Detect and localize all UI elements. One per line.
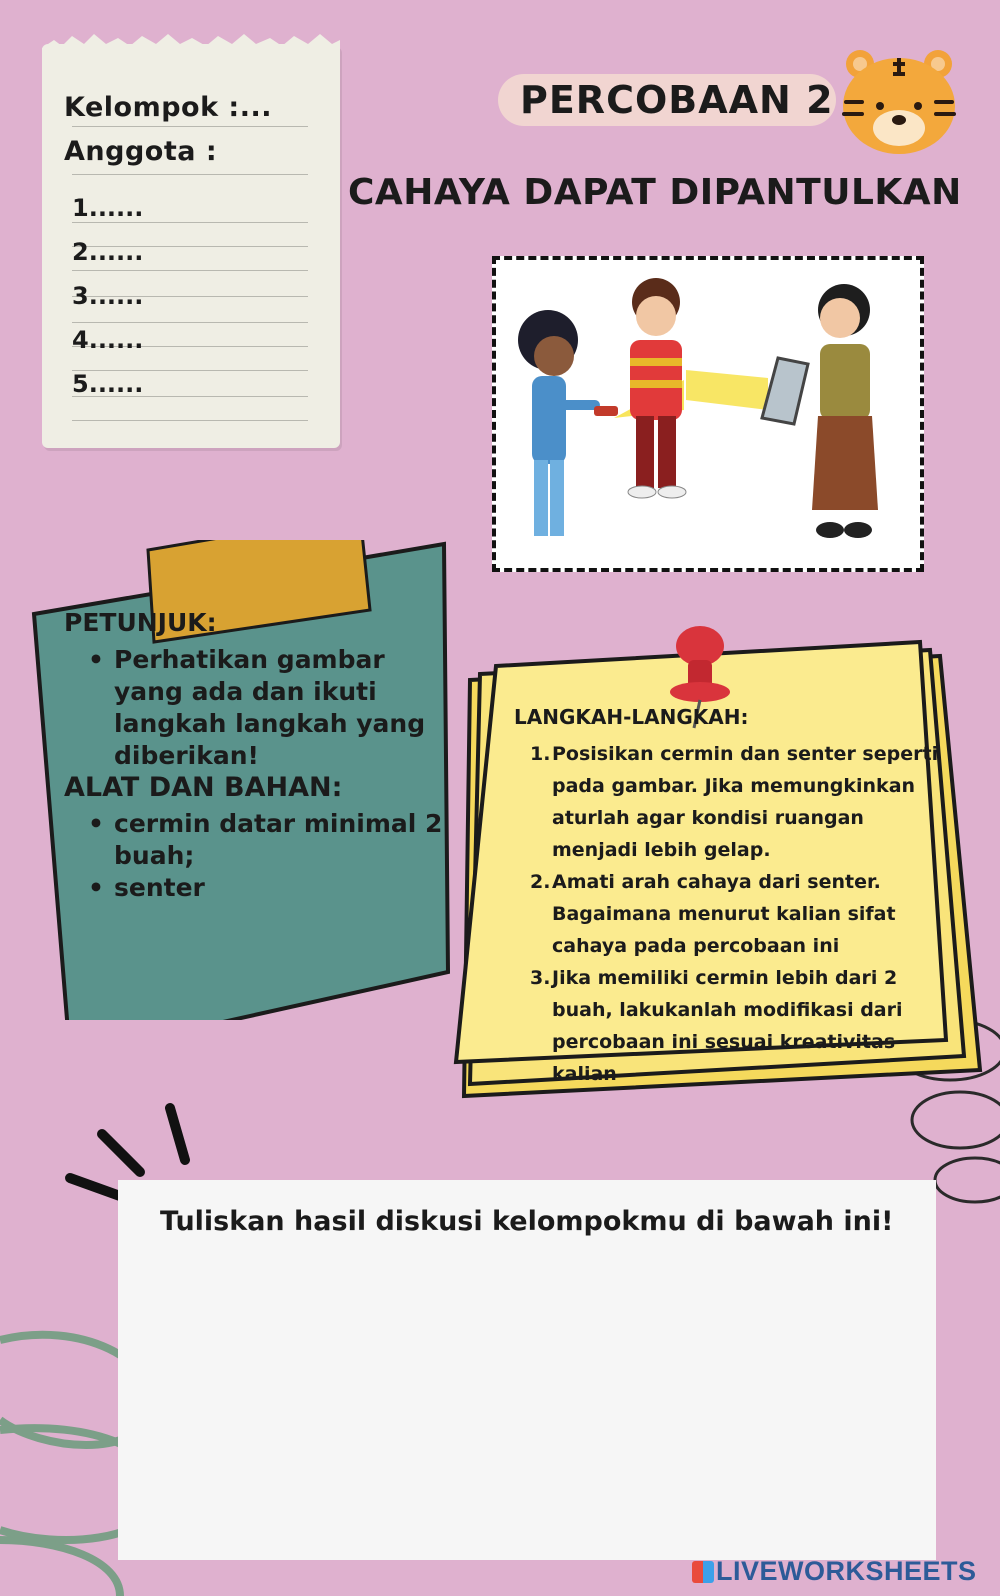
step-item bbox=[530, 866, 940, 962]
step-item bbox=[530, 738, 940, 866]
member-slot-5: 5...... bbox=[72, 370, 144, 398]
mirror-flashlight-illustration bbox=[496, 260, 920, 568]
tiger-mascot-icon bbox=[838, 44, 960, 156]
step-number: 1. bbox=[530, 743, 551, 765]
answer-prompt: Tuliskan hasil diskusi kelompokmu di bawah ini! bbox=[160, 1206, 894, 1237]
members-label: Anggota : bbox=[64, 136, 218, 167]
answer-input-box[interactable] bbox=[118, 1180, 936, 1560]
instructions-heading: PETUNJUK: bbox=[64, 608, 217, 637]
steps-heading: LANGKAH-LANGKAH: bbox=[514, 705, 749, 729]
group-label: Kelompok :... bbox=[64, 92, 272, 123]
steps-list bbox=[530, 738, 940, 1090]
materials-heading: ALAT DAN BAHAN: bbox=[64, 772, 343, 803]
step-item bbox=[530, 962, 940, 1090]
experiment-illustration bbox=[492, 256, 924, 572]
brand-watermark bbox=[692, 1556, 977, 1587]
instructions-list bbox=[88, 644, 458, 772]
step-number: 2. bbox=[530, 871, 551, 893]
instruction-item: • Perhatikan gambar yang ada dan ikuti langkah langkah yang diberikan! bbox=[88, 644, 458, 772]
member-slot-2: 2...... bbox=[72, 238, 144, 266]
watermark-text: LIVEWORKSHEETS bbox=[716, 1556, 977, 1586]
liveworksheets-logo-icon bbox=[692, 1561, 714, 1583]
material-item: • cermin datar minimal 2 buah; bbox=[88, 808, 448, 872]
member-slot-1: 1...... bbox=[72, 194, 144, 222]
step-number: 3. bbox=[530, 967, 551, 989]
notepad-torn-edge bbox=[42, 30, 340, 60]
materials-list bbox=[88, 808, 448, 904]
step-text: Amati arah cahaya dari senter. Bagaimana menurut kalian sifat cahaya pada percobaan ini bbox=[552, 871, 896, 957]
step-text: Jika memiliki cermin lebih dari 2 buah, lakukanlah modifikasi dari percobaan ini sesuai kreativitas kalian bbox=[552, 967, 903, 1085]
member-slot-4: 4...... bbox=[72, 326, 144, 354]
page-title: PERCOBAAN 2 bbox=[520, 78, 834, 122]
page-subtitle: CAHAYA DAPAT DIPANTULKAN bbox=[348, 172, 962, 213]
member-slot-3: 3...... bbox=[72, 282, 144, 310]
material-item: • senter bbox=[88, 872, 448, 904]
step-text: Posisikan cermin dan senter seperti pada gambar. Jika memungkinkan aturlah agar kondisi ruangan menjadi lebih gelap. bbox=[552, 743, 939, 861]
